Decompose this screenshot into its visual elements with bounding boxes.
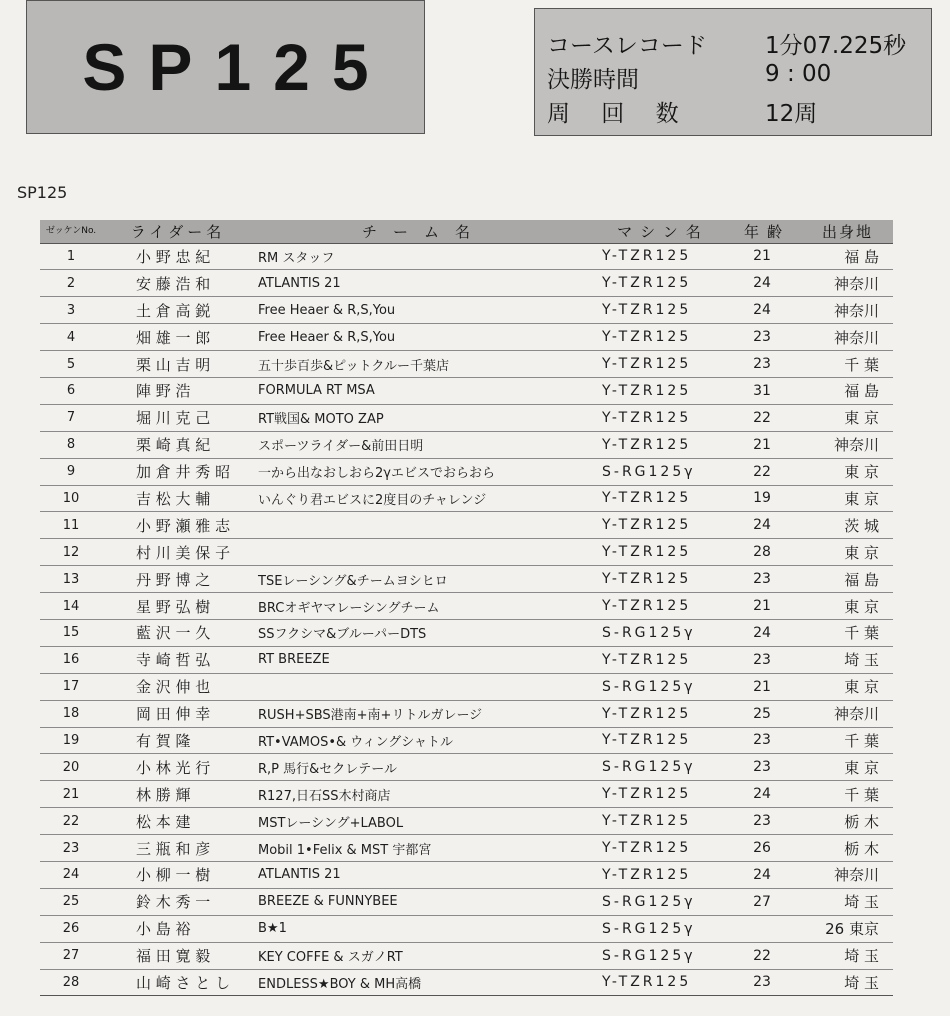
entry-list-table — [40, 220, 893, 996]
table-row — [40, 485, 893, 512]
cell-number: 20 — [40, 754, 102, 781]
table-row — [40, 646, 893, 673]
cell-team: スポーツライダー&前田日明 — [254, 431, 594, 458]
cell-rider: 小 島 裕 — [102, 915, 254, 942]
table-row — [40, 969, 893, 996]
col-header-rider: ライダー名 — [102, 220, 254, 243]
cell-number: 23 — [40, 835, 102, 862]
cell-machine: Y-TZR125 — [594, 297, 732, 324]
cell-number: 17 — [40, 673, 102, 700]
cell-number: 13 — [40, 566, 102, 593]
cell-number: 19 — [40, 727, 102, 754]
cell-number: 28 — [40, 969, 102, 996]
cell-rider: 小 野 忠 紀 — [102, 243, 254, 270]
cell-machine: Y-TZR125 — [594, 781, 732, 808]
info-label: 周 回 数 — [547, 101, 691, 127]
cell-age: 22 — [732, 458, 802, 485]
cell-hometown: 東 京 — [802, 485, 893, 512]
cell-rider: 岡 田 伸 幸 — [102, 700, 254, 727]
table-row — [40, 781, 893, 808]
cell-team: RT戦国& MOTO ZAP — [254, 404, 594, 431]
cell-hometown: 福 島 — [802, 243, 893, 270]
info-value: 1分07.225秒 — [765, 33, 907, 59]
cell-number: 24 — [40, 861, 102, 888]
cell-rider: 山 崎 さ と し — [102, 969, 254, 996]
cell-team: RT•VAMOS•& ウィングシャトル — [254, 727, 594, 754]
cell-rider: 有 賀 隆 — [102, 727, 254, 754]
cell-team: BRCオギヤマレーシングチーム — [254, 593, 594, 620]
cell-age: 24 — [732, 619, 802, 646]
section-label: SP125 — [17, 183, 68, 202]
cell-hometown: 埼 玉 — [802, 942, 893, 969]
cell-age: 21 — [732, 431, 802, 458]
cell-hometown: 東 京 — [802, 458, 893, 485]
col-header-machine: マシン名 — [594, 220, 732, 243]
cell-hometown: 東 京 — [802, 539, 893, 566]
cell-machine: Y-TZR125 — [594, 243, 732, 270]
cell-number: 10 — [40, 485, 102, 512]
info-value: 9 : 00 — [765, 61, 832, 87]
cell-rider: 栗 崎 真 紀 — [102, 431, 254, 458]
cell-machine: S-RG125γ — [594, 673, 732, 700]
cell-rider: 林 勝 輝 — [102, 781, 254, 808]
cell-hometown: 東 京 — [802, 754, 893, 781]
table-row — [40, 835, 893, 862]
cell-age: 26 — [732, 835, 802, 862]
cell-team: 一から出なおしおら2γエビスでおらおら — [254, 458, 594, 485]
cell-hometown: 神奈川 — [802, 700, 893, 727]
cell-number: 7 — [40, 404, 102, 431]
cell-rider: 小 野 瀬 雅 志 — [102, 512, 254, 539]
table-row — [40, 404, 893, 431]
cell-hometown: 埼 玉 — [802, 646, 893, 673]
cell-age: 31 — [732, 377, 802, 404]
cell-team: RUSH+SBS港南+南+リトルガレージ — [254, 700, 594, 727]
cell-hometown: 栃 木 — [802, 808, 893, 835]
table-header-row — [40, 220, 893, 243]
cell-team — [254, 539, 594, 566]
cell-hometown: 神奈川 — [802, 431, 893, 458]
table-row — [40, 942, 893, 969]
cell-rider: 丹 野 博 之 — [102, 566, 254, 593]
cell-team: TSEレーシング&チームヨシヒロ — [254, 566, 594, 593]
cell-number: 26 — [40, 915, 102, 942]
cell-machine: Y-TZR125 — [594, 808, 732, 835]
cell-machine: S-RG125γ — [594, 619, 732, 646]
cell-number: 18 — [40, 700, 102, 727]
table-row — [40, 593, 893, 620]
cell-rider: 栗 山 吉 明 — [102, 351, 254, 378]
table-row — [40, 754, 893, 781]
cell-team: MSTレーシング+LABOL — [254, 808, 594, 835]
cell-number: 1 — [40, 243, 102, 270]
table-row — [40, 431, 893, 458]
cell-age: 23 — [732, 646, 802, 673]
cell-age: 23 — [732, 324, 802, 351]
cell-number: 5 — [40, 351, 102, 378]
table-row — [40, 377, 893, 404]
cell-hometown: 神奈川 — [802, 324, 893, 351]
cell-rider: 土 倉 高 鋭 — [102, 297, 254, 324]
cell-age: 25 — [732, 700, 802, 727]
col-header-age: 年齢 — [732, 220, 802, 243]
cell-machine: Y-TZR125 — [594, 270, 732, 297]
cell-number: 27 — [40, 942, 102, 969]
cell-number: 15 — [40, 619, 102, 646]
cell-age: 24 — [732, 297, 802, 324]
cell-rider: 藍 沢 一 久 — [102, 619, 254, 646]
cell-age: 19 — [732, 485, 802, 512]
cell-machine: Y-TZR125 — [594, 969, 732, 996]
cell-machine: S-RG125γ — [594, 888, 732, 915]
cell-hometown: 埼 玉 — [802, 888, 893, 915]
col-header-team: チーム名 — [254, 220, 594, 243]
cell-machine: Y-TZR125 — [594, 646, 732, 673]
cell-age: 23 — [732, 351, 802, 378]
cell-hometown: 東 京 — [802, 673, 893, 700]
cell-hometown: 26 東京 — [802, 915, 893, 942]
cell-team: B★1 — [254, 915, 594, 942]
cell-machine: Y-TZR125 — [594, 727, 732, 754]
table-row — [40, 673, 893, 700]
cell-team: Mobil 1•Felix & MST 宇都宮 — [254, 835, 594, 862]
cell-number: 14 — [40, 593, 102, 620]
table-row — [40, 270, 893, 297]
cell-machine: Y-TZR125 — [594, 485, 732, 512]
table-row — [40, 458, 893, 485]
cell-machine: Y-TZR125 — [594, 861, 732, 888]
cell-number: 16 — [40, 646, 102, 673]
info-value: 12周 — [765, 101, 818, 127]
table-row — [40, 297, 893, 324]
table-row — [40, 619, 893, 646]
cell-number: 25 — [40, 888, 102, 915]
cell-rider: 星 野 弘 樹 — [102, 593, 254, 620]
cell-rider: 小 柳 一 樹 — [102, 861, 254, 888]
table-row — [40, 243, 893, 270]
cell-age: 22 — [732, 404, 802, 431]
cell-team: ATLANTIS 21 — [254, 861, 594, 888]
class-title-box — [26, 0, 425, 134]
cell-team: RT BREEZE — [254, 646, 594, 673]
table-row — [40, 915, 893, 942]
cell-team: FORMULA RT MSA — [254, 377, 594, 404]
col-header-hometown: 出身地 — [802, 220, 893, 243]
table-row — [40, 539, 893, 566]
cell-team: Free Heaer & R,S,You — [254, 324, 594, 351]
table-row — [40, 700, 893, 727]
cell-team — [254, 512, 594, 539]
cell-team: KEY COFFE & スガノRT — [254, 942, 594, 969]
cell-age: 24 — [732, 861, 802, 888]
cell-machine: Y-TZR125 — [594, 539, 732, 566]
cell-machine: S-RG125γ — [594, 458, 732, 485]
cell-hometown: 神奈川 — [802, 270, 893, 297]
cell-number: 11 — [40, 512, 102, 539]
cell-hometown: 茨 城 — [802, 512, 893, 539]
cell-hometown: 千 葉 — [802, 351, 893, 378]
cell-rider: 陣 野 浩 — [102, 377, 254, 404]
cell-age: 21 — [732, 673, 802, 700]
cell-age: 24 — [732, 512, 802, 539]
cell-number: 9 — [40, 458, 102, 485]
cell-rider: 堀 川 克 己 — [102, 404, 254, 431]
cell-age: 23 — [732, 754, 802, 781]
cell-hometown: 東 京 — [802, 404, 893, 431]
cell-team: SSフクシマ&ブルーパーDTS — [254, 619, 594, 646]
cell-age: 23 — [732, 808, 802, 835]
class-title: SP125 — [82, 30, 391, 104]
race-info-box — [534, 8, 932, 136]
cell-rider: 松 本 建 — [102, 808, 254, 835]
table-row — [40, 566, 893, 593]
cell-team: 五十歩百歩&ピットクルー千葉店 — [254, 351, 594, 378]
table-row — [40, 861, 893, 888]
cell-team: ENDLESS★BOY & MH高橋 — [254, 969, 594, 996]
cell-number: 22 — [40, 808, 102, 835]
cell-machine: Y-TZR125 — [594, 431, 732, 458]
cell-machine: S-RG125γ — [594, 915, 732, 942]
cell-machine: Y-TZR125 — [594, 835, 732, 862]
cell-number: 3 — [40, 297, 102, 324]
cell-number: 4 — [40, 324, 102, 351]
cell-machine: Y-TZR125 — [594, 377, 732, 404]
cell-hometown: 千 葉 — [802, 619, 893, 646]
cell-machine: Y-TZR125 — [594, 700, 732, 727]
cell-hometown: 東 京 — [802, 593, 893, 620]
cell-rider: 三 瓶 和 彦 — [102, 835, 254, 862]
cell-team: R,P 馬行&セクレテール — [254, 754, 594, 781]
cell-age: 23 — [732, 969, 802, 996]
cell-hometown: 埼 玉 — [802, 969, 893, 996]
cell-age — [732, 915, 802, 942]
cell-rider: 畑 雄 一 郎 — [102, 324, 254, 351]
cell-hometown: 神奈川 — [802, 297, 893, 324]
cell-age: 23 — [732, 566, 802, 593]
cell-hometown: 千 葉 — [802, 781, 893, 808]
cell-machine: Y-TZR125 — [594, 324, 732, 351]
cell-rider: 福 田 寛 毅 — [102, 942, 254, 969]
cell-rider: 吉 松 大 輔 — [102, 485, 254, 512]
col-header-number: ゼッケンNo. — [40, 220, 102, 243]
cell-age: 24 — [732, 270, 802, 297]
cell-number: 6 — [40, 377, 102, 404]
cell-number: 8 — [40, 431, 102, 458]
cell-machine: Y-TZR125 — [594, 566, 732, 593]
table-row — [40, 808, 893, 835]
cell-age: 21 — [732, 243, 802, 270]
cell-age: 23 — [732, 727, 802, 754]
info-label: コースレコード — [547, 33, 707, 59]
cell-machine: Y-TZR125 — [594, 593, 732, 620]
cell-number: 21 — [40, 781, 102, 808]
cell-rider: 鈴 木 秀 一 — [102, 888, 254, 915]
cell-hometown: 福 島 — [802, 377, 893, 404]
cell-rider: 金 沢 伸 也 — [102, 673, 254, 700]
cell-hometown: 福 島 — [802, 566, 893, 593]
cell-machine: Y-TZR125 — [594, 512, 732, 539]
cell-rider: 寺 崎 哲 弘 — [102, 646, 254, 673]
cell-age: 27 — [732, 888, 802, 915]
cell-rider: 村 川 美 保 子 — [102, 539, 254, 566]
table-row — [40, 888, 893, 915]
cell-age: 24 — [732, 781, 802, 808]
cell-rider: 小 林 光 行 — [102, 754, 254, 781]
cell-machine: S-RG125γ — [594, 942, 732, 969]
table-row — [40, 512, 893, 539]
table-row — [40, 727, 893, 754]
cell-machine: Y-TZR125 — [594, 404, 732, 431]
cell-rider: 安 藤 浩 和 — [102, 270, 254, 297]
cell-hometown: 栃 木 — [802, 835, 893, 862]
cell-team: BREEZE & FUNNYBEE — [254, 888, 594, 915]
cell-age: 28 — [732, 539, 802, 566]
cell-machine: S-RG125γ — [594, 754, 732, 781]
cell-team: ATLANTIS 21 — [254, 270, 594, 297]
cell-machine: Y-TZR125 — [594, 351, 732, 378]
cell-rider: 加 倉 井 秀 昭 — [102, 458, 254, 485]
cell-team: R127,日石SS木村商店 — [254, 781, 594, 808]
cell-number: 2 — [40, 270, 102, 297]
cell-age: 22 — [732, 942, 802, 969]
info-label: 決勝時間 — [547, 67, 639, 93]
table-row — [40, 351, 893, 378]
cell-team — [254, 673, 594, 700]
cell-team: いんぐり君エビスに2度目のチャレンジ — [254, 485, 594, 512]
cell-number: 12 — [40, 539, 102, 566]
cell-age: 21 — [732, 593, 802, 620]
table-row — [40, 324, 893, 351]
cell-hometown: 神奈川 — [802, 861, 893, 888]
cell-team: Free Heaer & R,S,You — [254, 297, 594, 324]
cell-hometown: 千 葉 — [802, 727, 893, 754]
cell-team: RM スタッフ — [254, 243, 594, 270]
